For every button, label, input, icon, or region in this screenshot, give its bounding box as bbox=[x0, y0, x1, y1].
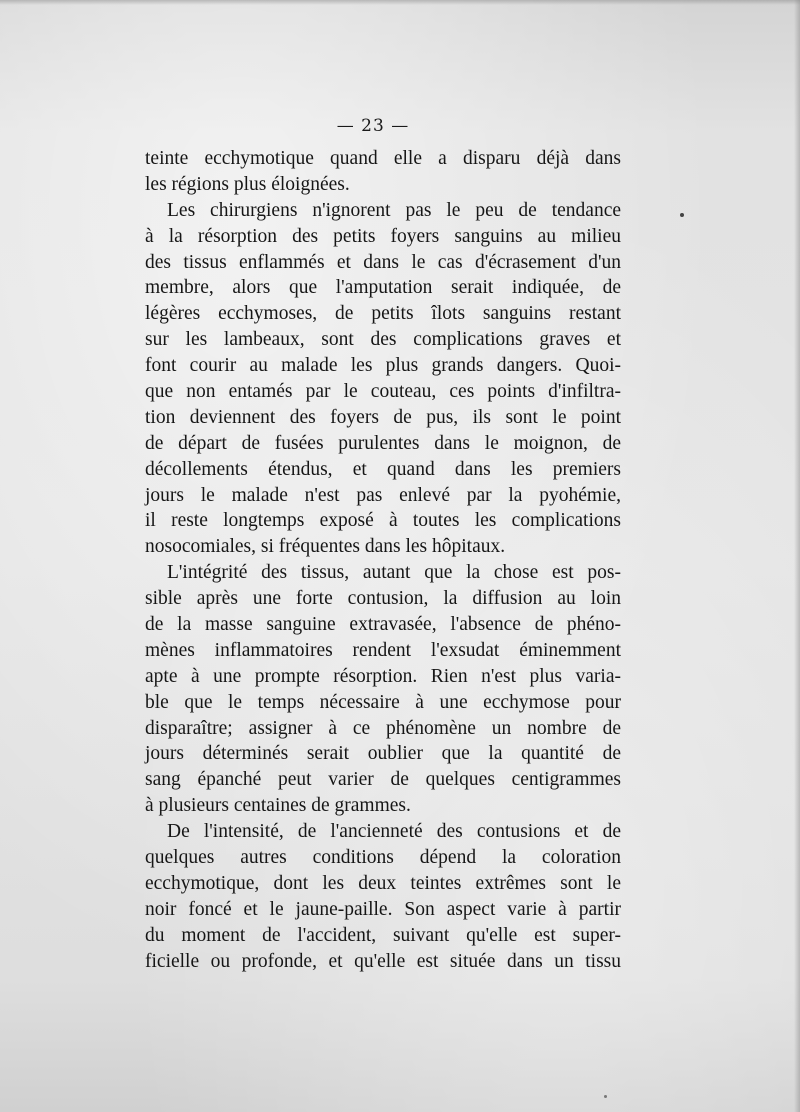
text-line: ble que le temps nécessaire à une ecchymose pour bbox=[145, 691, 621, 713]
text-line: du moment de l'accident, suivant qu'elle est super- bbox=[145, 924, 621, 946]
text-line: les régions plus éloignées. bbox=[145, 173, 350, 195]
text-line: disparaître; assigner à ce phénomène un nombre de bbox=[145, 717, 621, 739]
text-line: des tissus enflammés et dans le cas d'écrasement d'un bbox=[145, 251, 621, 273]
text-line: décollements étendus, et quand dans les premiers bbox=[145, 458, 621, 480]
page-right-edge bbox=[794, 0, 800, 1112]
text-line: sang épanché peut varier de quelques centigrammes bbox=[145, 769, 621, 791]
text-line: sur les lambeaux, sont des complications graves et bbox=[145, 329, 621, 351]
page-top-edge bbox=[0, 0, 800, 5]
text-line: noir foncé et le jaune-paille. Son aspect varie à partir bbox=[145, 898, 621, 920]
text-line: apte à une prompte résorption. Rien n'est plus varia- bbox=[145, 665, 621, 687]
page-number: — 23 — bbox=[336, 116, 410, 136]
text-line: Les chirurgiens n'ignorent pas le peu de tendance bbox=[167, 199, 621, 221]
text-line: nosocomiales, si fréquentes dans les hôpitaux. bbox=[145, 536, 506, 558]
text-line: à la résorption des petits foyers sanguins au milieu bbox=[145, 225, 621, 247]
text-line: mènes inflammatoires rendent l'exsudat éminemment bbox=[145, 639, 621, 661]
text-line: de la masse sanguine extravasée, l'absence de phéno- bbox=[145, 614, 621, 636]
text-line: De l'intensité, de l'ancienneté des contusions et de bbox=[167, 821, 621, 843]
text-line: sible après une forte contusion, la diffusion au loin bbox=[145, 588, 621, 610]
text-line: que non entamés par le couteau, ces points d'infiltra- bbox=[145, 381, 621, 403]
text-line: jours le malade n'est pas enlevé par la pyohémie, bbox=[145, 484, 621, 506]
body-text bbox=[145, 146, 621, 975]
paper-speck bbox=[604, 1095, 607, 1098]
text-line: teinte ecchymotique quand elle a disparu déjà dans bbox=[145, 148, 621, 169]
text-line: il reste longtemps exposé à toutes les complications bbox=[145, 510, 621, 532]
text-line: membre, alors que l'amputation serait indiquée, de bbox=[145, 277, 621, 299]
paper-speck bbox=[680, 213, 684, 217]
text-line: ecchymotique, dont les deux teintes extrêmes sont le bbox=[145, 872, 621, 894]
text-line: tion deviennent des foyers de pus, ils sont le point bbox=[145, 406, 621, 428]
text-line: de départ de fusées purulentes dans le moignon, de bbox=[145, 432, 621, 454]
text-line: L'intégrité des tissus, autant que la chose est pos- bbox=[167, 562, 621, 584]
text-line: ficielle ou profonde, et qu'elle est située dans un tissu bbox=[145, 950, 621, 972]
text-line: à plusieurs centaines de grammes. bbox=[145, 795, 411, 817]
text-line: jours déterminés serait oublier que la quantité de bbox=[145, 743, 621, 765]
text-line: légères ecchymoses, de petits îlots sanguins restant bbox=[145, 303, 621, 325]
text-line: font courir au malade les plus grands dangers. Quoi- bbox=[145, 355, 621, 377]
text-line: quelques autres conditions dépend la coloration bbox=[145, 847, 621, 869]
